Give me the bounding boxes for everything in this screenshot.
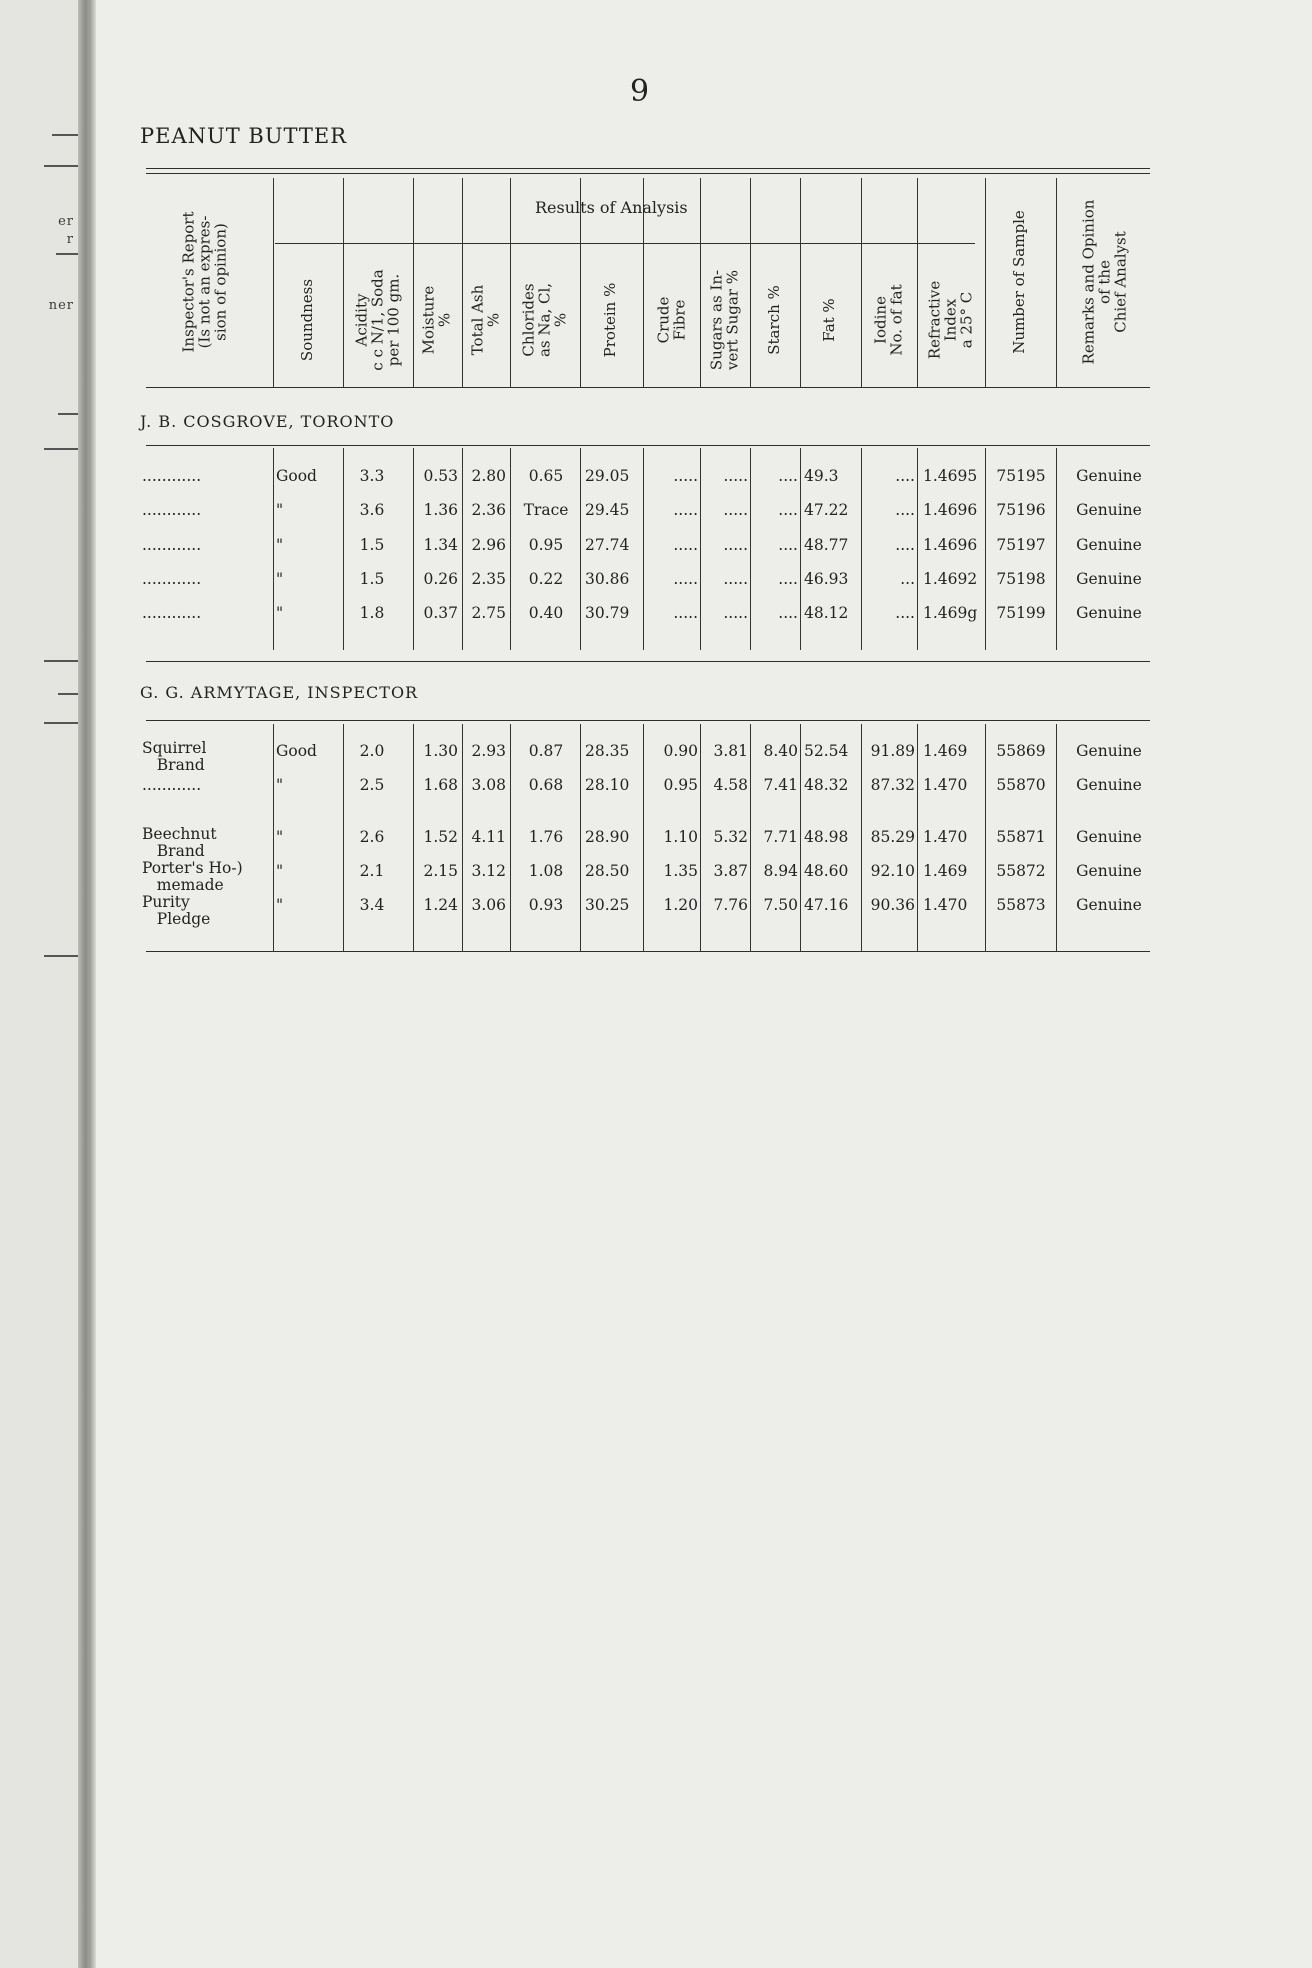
row-inspector-report: ............ — [142, 536, 202, 554]
cell-fat: 47.22 — [804, 501, 849, 519]
cell-acidity: 3.3 — [359, 467, 385, 485]
cell-sugars: 3.87 — [713, 862, 748, 880]
cell-sample: 55873 — [996, 896, 1046, 914]
cell-remarks: Genuine — [1076, 570, 1142, 588]
column-divider — [413, 724, 414, 952]
column-header-1: Soundness — [298, 278, 317, 362]
row-inspector-report: ............ — [142, 604, 202, 622]
column-divider — [800, 178, 801, 387]
row-inspector-report: ............ — [142, 501, 202, 519]
cell-fat: 52.54 — [804, 742, 849, 760]
table-rule — [146, 387, 1150, 388]
cell-chlorides: 1.08 — [528, 862, 564, 880]
cell-chlorides: 0.87 — [528, 742, 564, 760]
table-rule — [146, 445, 1150, 446]
cell-remarks: Genuine — [1076, 828, 1142, 846]
cell-protein: 30.86 — [585, 570, 630, 588]
cell-fibre: 1.35 — [663, 862, 698, 880]
column-divider — [580, 448, 581, 650]
cell-remarks: Genuine — [1076, 776, 1142, 794]
cell-chlorides: 0.95 — [528, 536, 564, 554]
cell-ash: 2.93 — [471, 742, 506, 760]
cell-ash: 2.96 — [471, 536, 506, 554]
column-header-13: Number of Sample — [1010, 210, 1029, 354]
cell-sample: 75195 — [996, 467, 1046, 485]
adjacent-page-edge — [0, 0, 78, 1968]
column-header-12: Refractive Index a 25° C — [925, 280, 975, 360]
cell-moisture: 1.36 — [423, 501, 458, 519]
column-divider — [643, 724, 644, 952]
column-divider — [1056, 178, 1057, 387]
cell-sugars: ..... — [723, 604, 748, 622]
cell-iodine: 92.10 — [870, 862, 915, 880]
section-title: G. G. ARMYTAGE, INSPECTOR — [140, 683, 419, 702]
cell-iodine: .... — [895, 604, 915, 622]
cell-fibre: 1.20 — [663, 896, 698, 914]
cell-sample: 55871 — [996, 828, 1046, 846]
cell-moisture: 1.34 — [423, 536, 458, 554]
cell-starch: 7.50 — [763, 896, 798, 914]
row-inspector-report: ............ — [142, 776, 202, 794]
column-header-0: Inspector's Report (Is not an expres- sion of opinion) — [179, 211, 229, 353]
cell-soundness: " — [276, 828, 284, 846]
cell-sample: 75196 — [996, 501, 1046, 519]
column-divider — [700, 724, 701, 952]
column-divider — [510, 724, 511, 952]
cell-protein: 27.74 — [585, 536, 630, 554]
cell-chlorides: 0.40 — [528, 604, 564, 622]
cell-refractive: 1.469 — [923, 862, 968, 880]
cell-sugars: 3.81 — [713, 742, 748, 760]
cell-soundness: " — [276, 501, 284, 519]
cell-soundness: " — [276, 570, 284, 588]
cell-iodine: .... — [895, 536, 915, 554]
cell-iodine: .... — [895, 467, 915, 485]
cell-starch: .... — [778, 467, 798, 485]
results-of-analysis-header: Results of Analysis — [535, 198, 688, 217]
cell-fibre: 0.95 — [663, 776, 698, 794]
cell-chlorides: 0.65 — [528, 467, 564, 485]
column-divider — [510, 178, 511, 387]
cell-fibre: ..... — [673, 536, 698, 554]
cell-protein: 29.45 — [585, 501, 630, 519]
page — [96, 0, 1312, 1968]
cell-acidity: 3.6 — [359, 501, 385, 519]
cell-ash: 2.75 — [471, 604, 506, 622]
cell-sample: 55869 — [996, 742, 1046, 760]
cell-acidity: 2.1 — [359, 862, 385, 880]
column-header-2: Acidity c c N/1, Soda per 100 gm. — [352, 269, 402, 371]
cell-fibre: ..... — [673, 570, 698, 588]
row-inspector-report: Beechnut Brand — [142, 825, 217, 860]
column-header-4: Total Ash % — [468, 284, 502, 356]
column-header-6: Protein % — [601, 282, 620, 358]
row-inspector-report: Squirrel Brand — [142, 739, 207, 774]
row-inspector-report: Purity Pledge — [142, 893, 211, 928]
column-divider — [343, 178, 344, 387]
cell-ash: 3.08 — [471, 776, 506, 794]
cell-protein: 28.35 — [585, 742, 630, 760]
cell-sugars: 4.58 — [713, 776, 748, 794]
cell-moisture: 1.24 — [423, 896, 458, 914]
cell-remarks: Genuine — [1076, 896, 1142, 914]
cell-iodine: ... — [900, 570, 915, 588]
page-title: PEANUT BUTTER — [140, 124, 348, 148]
column-divider — [800, 448, 801, 650]
cell-protein: 28.90 — [585, 828, 630, 846]
cell-acidity: 2.6 — [359, 828, 385, 846]
cell-iodine: 91.89 — [870, 742, 915, 760]
column-divider — [861, 448, 862, 650]
cell-fibre: ..... — [673, 467, 698, 485]
row-inspector-report: ............ — [142, 467, 202, 485]
column-divider — [462, 178, 463, 387]
cell-moisture: 1.30 — [423, 742, 458, 760]
cell-starch: .... — [778, 604, 798, 622]
column-divider — [985, 448, 986, 650]
left-page-fragment: ner — [48, 298, 74, 313]
cell-refractive: 1.470 — [923, 828, 968, 846]
column-header-3: Moisture % — [419, 285, 453, 355]
column-divider — [1056, 724, 1057, 952]
cell-fat: 48.60 — [804, 862, 849, 880]
cell-acidity: 1.8 — [359, 604, 385, 622]
cell-fibre: 1.10 — [663, 828, 698, 846]
table-rule — [146, 951, 1150, 952]
table-rule — [146, 173, 1150, 174]
cell-acidity: 3.4 — [359, 896, 385, 914]
column-divider — [580, 724, 581, 952]
column-header-10: Fat % — [820, 298, 839, 342]
cell-refractive: 1.4696 — [923, 536, 978, 554]
column-divider — [750, 448, 751, 650]
cell-remarks: Genuine — [1076, 862, 1142, 880]
cell-chlorides: 0.22 — [528, 570, 564, 588]
column-divider — [861, 724, 862, 952]
cell-sample: 55870 — [996, 776, 1046, 794]
column-divider — [985, 178, 986, 387]
column-divider — [273, 448, 274, 650]
cell-refractive: 1.469g — [923, 604, 978, 622]
column-divider — [413, 448, 414, 650]
column-divider — [643, 448, 644, 650]
cell-chlorides: 1.76 — [528, 828, 564, 846]
cell-fibre: ..... — [673, 501, 698, 519]
cell-ash: 4.11 — [471, 828, 506, 846]
cell-moisture: 1.52 — [423, 828, 458, 846]
row-inspector-report: Porter's Ho-) memade — [142, 859, 243, 894]
cell-acidity: 1.5 — [359, 536, 385, 554]
cell-ash: 3.06 — [471, 896, 506, 914]
column-header-9: Starch % — [765, 285, 784, 355]
cell-soundness: " — [276, 536, 284, 554]
column-header-7: Crude Fibre — [654, 296, 688, 344]
column-divider — [700, 448, 701, 650]
cell-starch: 8.40 — [763, 742, 798, 760]
cell-chlorides: 0.93 — [528, 896, 564, 914]
cell-remarks: Genuine — [1076, 604, 1142, 622]
cell-refractive: 1.4696 — [923, 501, 978, 519]
cell-sugars: 7.76 — [713, 896, 748, 914]
column-header-8: Sugars as In- vert Sugar % — [707, 269, 741, 371]
cell-remarks: Genuine — [1076, 536, 1142, 554]
cell-sugars: ..... — [723, 501, 748, 519]
column-divider — [800, 724, 801, 952]
column-divider — [343, 448, 344, 650]
cell-fat: 49.3 — [804, 467, 839, 485]
cell-fat: 48.32 — [804, 776, 849, 794]
cell-fat: 48.98 — [804, 828, 849, 846]
cell-iodine: 85.29 — [870, 828, 915, 846]
cell-sugars: ..... — [723, 536, 748, 554]
cell-soundness: Good — [276, 742, 317, 760]
cell-ash: 2.80 — [471, 467, 506, 485]
cell-starch: .... — [778, 501, 798, 519]
cell-fat: 46.93 — [804, 570, 849, 588]
cell-sample: 75198 — [996, 570, 1046, 588]
cell-fat: 48.12 — [804, 604, 849, 622]
cell-refractive: 1.470 — [923, 776, 968, 794]
table-rule — [146, 661, 1150, 662]
cell-chlorides: 0.68 — [528, 776, 564, 794]
left-page-fragment: er — [58, 214, 74, 229]
cell-starch: .... — [778, 536, 798, 554]
book-spine — [78, 0, 96, 1968]
cell-moisture: 2.15 — [423, 862, 458, 880]
cell-protein: 28.50 — [585, 862, 630, 880]
column-divider — [273, 724, 274, 952]
cell-fibre: 0.90 — [663, 742, 698, 760]
cell-refractive: 1.4695 — [923, 467, 978, 485]
cell-soundness: " — [276, 604, 284, 622]
cell-chlorides: Trace — [523, 501, 569, 519]
column-divider — [462, 724, 463, 952]
column-divider — [413, 178, 414, 387]
column-divider — [343, 724, 344, 952]
column-header-14: Remarks and Opinion of the Chief Analyst — [1079, 199, 1129, 365]
cell-soundness: " — [276, 862, 284, 880]
cell-fat: 47.16 — [804, 896, 849, 914]
section-title: J. B. COSGROVE, TORONTO — [140, 412, 395, 431]
cell-remarks: Genuine — [1076, 742, 1142, 760]
cell-protein: 29.05 — [585, 467, 630, 485]
column-divider — [1056, 448, 1057, 650]
row-inspector-report: ............ — [142, 570, 202, 588]
cell-sugars: ..... — [723, 467, 748, 485]
table-rule — [146, 720, 1150, 721]
cell-soundness: Good — [276, 467, 317, 485]
cell-starch: 8.94 — [763, 862, 798, 880]
cell-iodine: .... — [895, 501, 915, 519]
cell-starch: 7.41 — [763, 776, 798, 794]
cell-sugars: ..... — [723, 570, 748, 588]
cell-moisture: 0.26 — [423, 570, 458, 588]
cell-ash: 2.36 — [471, 501, 506, 519]
cell-soundness: " — [276, 896, 284, 914]
table-rule — [275, 243, 975, 244]
cell-iodine: 87.32 — [870, 776, 915, 794]
cell-ash: 2.35 — [471, 570, 506, 588]
cell-moisture: 1.68 — [423, 776, 458, 794]
column-divider — [462, 448, 463, 650]
column-divider — [510, 448, 511, 650]
column-divider — [861, 178, 862, 387]
cell-ash: 3.12 — [471, 862, 506, 880]
column-divider — [985, 724, 986, 952]
cell-acidity: 2.0 — [359, 742, 385, 760]
cell-sample: 75199 — [996, 604, 1046, 622]
cell-moisture: 0.37 — [423, 604, 458, 622]
cell-remarks: Genuine — [1076, 467, 1142, 485]
column-header-11: Iodine No. of fat — [871, 284, 905, 356]
cell-fibre: ..... — [673, 604, 698, 622]
cell-protein: 30.79 — [585, 604, 630, 622]
cell-remarks: Genuine — [1076, 501, 1142, 519]
cell-sample: 55872 — [996, 862, 1046, 880]
cell-fat: 48.77 — [804, 536, 849, 554]
cell-iodine: 90.36 — [870, 896, 915, 914]
left-page-fragment: r — [66, 232, 74, 247]
cell-acidity: 1.5 — [359, 570, 385, 588]
cell-acidity: 2.5 — [359, 776, 385, 794]
column-divider — [273, 178, 274, 387]
column-divider — [917, 178, 918, 387]
cell-protein: 30.25 — [585, 896, 630, 914]
column-header-5: Chlorides as Na, Cl, % — [519, 282, 569, 358]
cell-starch: .... — [778, 570, 798, 588]
cell-sample: 75197 — [996, 536, 1046, 554]
page-number: 9 — [630, 74, 650, 109]
cell-moisture: 0.53 — [423, 467, 458, 485]
column-divider — [917, 724, 918, 952]
cell-soundness: " — [276, 776, 284, 794]
cell-starch: 7.71 — [763, 828, 798, 846]
table-rule — [146, 168, 1150, 169]
column-divider — [700, 178, 701, 387]
column-divider — [750, 724, 751, 952]
column-divider — [917, 448, 918, 650]
cell-sugars: 5.32 — [713, 828, 748, 846]
cell-refractive: 1.469 — [923, 742, 968, 760]
cell-protein: 28.10 — [585, 776, 630, 794]
column-divider — [750, 178, 751, 387]
cell-refractive: 1.470 — [923, 896, 968, 914]
cell-refractive: 1.4692 — [923, 570, 978, 588]
